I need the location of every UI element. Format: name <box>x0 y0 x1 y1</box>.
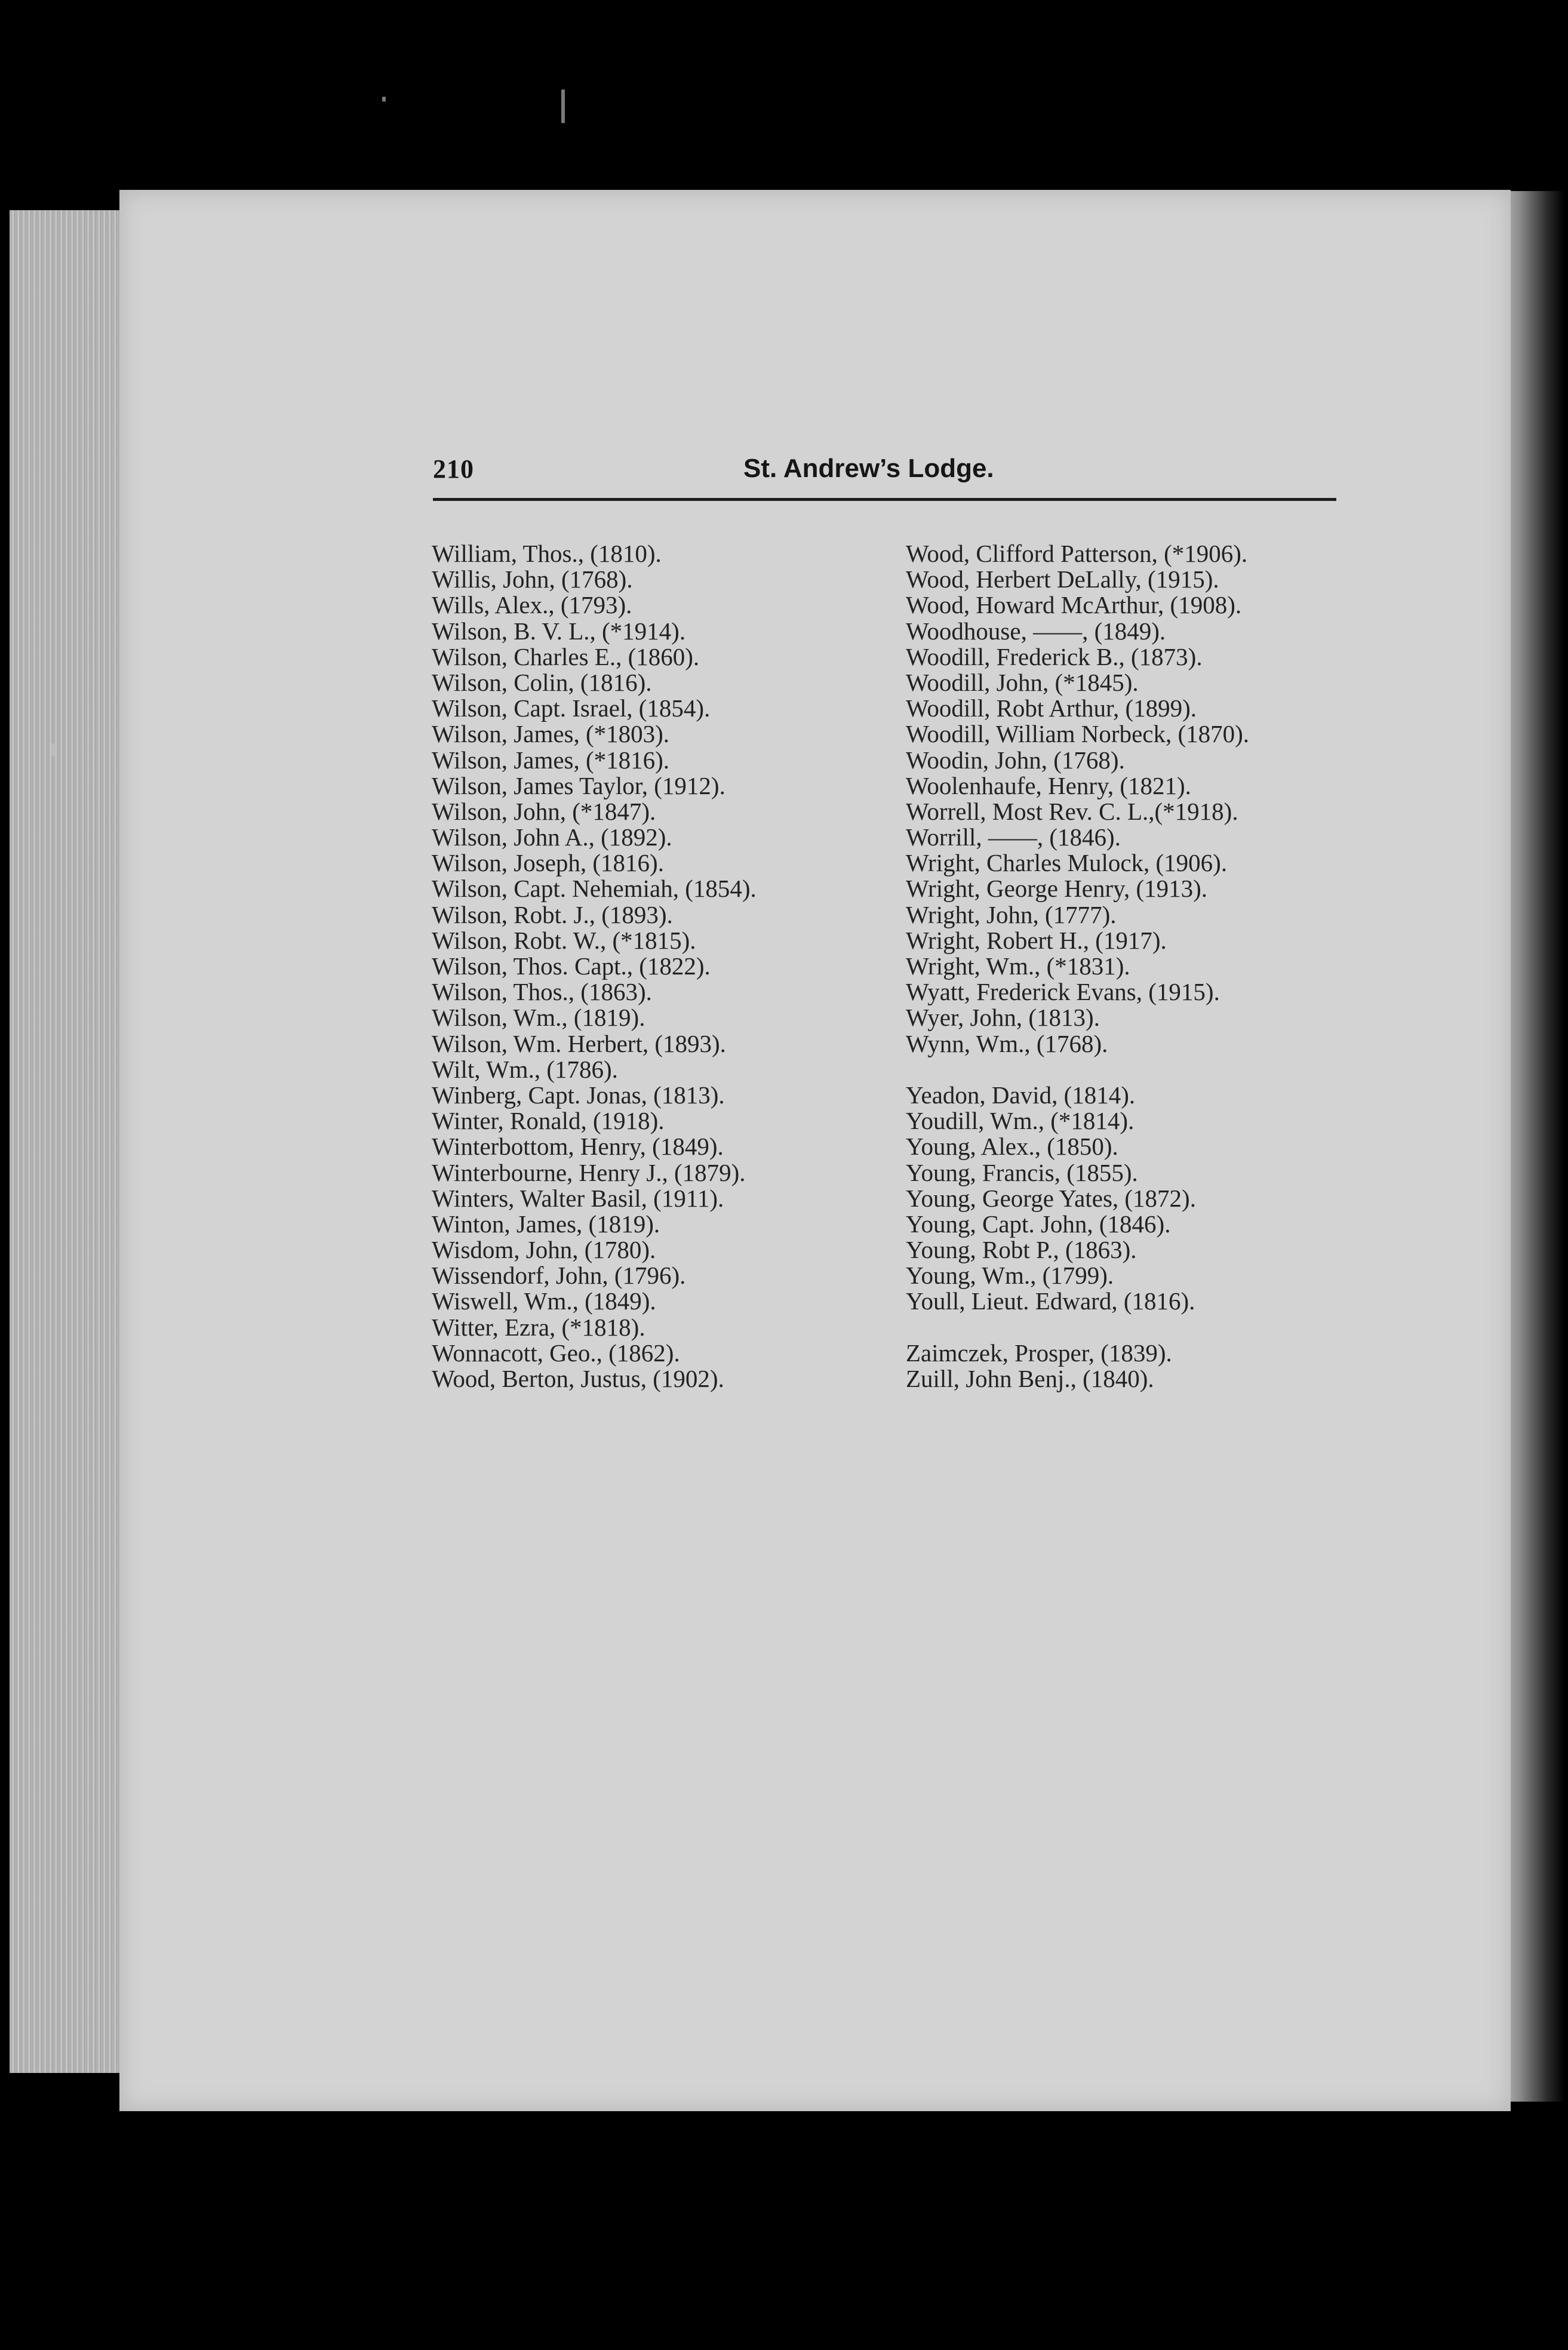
film-speck <box>382 97 386 101</box>
list-item: William, Thos., (1810). <box>432 540 662 567</box>
section-gap <box>906 1315 1249 1340</box>
list-item: Youdill, Wm., (*1814). <box>906 1107 1135 1135</box>
list-item: Wood, Berton, Justus, (1902). <box>432 1365 724 1392</box>
list-item: Wilson, John, (*1847). <box>432 797 656 825</box>
list-item: Wilson, Thos., (1863). <box>432 978 652 1006</box>
list-item: Zuill, John Benj., (1840). <box>906 1365 1154 1392</box>
list-item: Wiswell, Wm., (1849). <box>432 1287 656 1315</box>
list-item: Young, George Yates, (1872). <box>906 1184 1196 1212</box>
list-item: Wilson, John A., (1892). <box>432 823 672 851</box>
list-item: Wilson, Wm. Herbert, (1893). <box>432 1029 726 1057</box>
list-item: Wilson, Wm., (1819). <box>432 1004 645 1032</box>
list-item: Wilson, James, (*1803). <box>432 720 670 748</box>
list-item: Wilt, Wm., (1786). <box>432 1055 618 1083</box>
list-item: Wonnacott, Geo., (1862). <box>432 1339 680 1367</box>
header-rule <box>433 498 1336 501</box>
list-item: Wilson, Robt. W., (*1815). <box>432 926 696 954</box>
list-item: Wyatt, Frederick Evans, (1915). <box>906 978 1220 1006</box>
list-item: Wissendorf, John, (1796). <box>432 1262 686 1290</box>
list-item: Wisdom, John, (1780). <box>432 1236 656 1264</box>
list-item: Wilson, Capt. Israel, (1854). <box>432 694 711 722</box>
list-item: Wood, Howard McArthur, (1908). <box>906 591 1242 619</box>
list-item: Youll, Lieut. Edward, (1816). <box>906 1287 1195 1315</box>
list-item: Wilson, James Taylor, (1912). <box>432 771 725 799</box>
left-column <box>432 541 757 1392</box>
list-item: Young, Capt. John, (1846). <box>906 1210 1171 1238</box>
list-item: Wilson, Robt. J., (1893). <box>432 900 673 928</box>
section-gap <box>906 1057 1249 1082</box>
page-title: St. Andrew’s Lodge. <box>743 454 994 483</box>
list-item: Zaimczek, Prosper, (1839). <box>906 1339 1172 1367</box>
list-item: Willis, John, (1768). <box>432 565 633 593</box>
list-item: Witter, Ezra, (*1818). <box>432 1313 645 1341</box>
list-item: Woodin, John, (1768). <box>906 746 1125 774</box>
list-item: Wright, Wm., (*1831). <box>906 952 1130 980</box>
film-scratch <box>561 90 565 123</box>
list-item: Woodill, Frederick B., (1873). <box>906 642 1203 670</box>
list-item: Wright, Charles Mulock, (1906). <box>906 849 1228 877</box>
list-item: Wilson, Capt. Nehemiah, (1854). <box>432 875 757 903</box>
list-item: Winterbottom, Henry, (1849). <box>432 1133 724 1161</box>
list-item: Wilson, B. V. L., (*1914). <box>432 617 686 645</box>
list-item: Winterbourne, Henry J., (1879). <box>432 1158 746 1186</box>
list-item: Worrill, ——, (1846). <box>906 823 1121 851</box>
list-item: Young, Wm., (1799). <box>906 1262 1114 1290</box>
list-item: Young, Robt P., (1863). <box>906 1236 1137 1264</box>
list-item: Woodill, Robt Arthur, (1899). <box>906 694 1197 722</box>
list-item: Woodill, John, (*1845). <box>906 668 1139 696</box>
right-column <box>906 541 1249 1392</box>
list-item: Wilson, James, (*1816). <box>432 746 670 774</box>
list-item: Young, Alex., (1850). <box>906 1133 1118 1161</box>
list-item: Woolenhaufe, Henry, (1821). <box>906 771 1191 799</box>
list-item: Winton, James, (1819). <box>432 1210 660 1238</box>
list-item: Woodill, William Norbeck, (1870). <box>906 720 1250 748</box>
list-item: Yeadon, David, (1814). <box>906 1081 1136 1109</box>
page-header <box>433 454 1336 502</box>
list-item: Winters, Walter Basil, (1911). <box>432 1184 724 1212</box>
list-item: Wilson, Thos. Capt., (1822). <box>432 952 711 980</box>
list-item: Wills, Alex., (1793). <box>432 591 632 619</box>
page-number: 210 <box>433 454 474 484</box>
list-item: Woodhouse, ——, (1849). <box>906 617 1166 645</box>
list-item: Wilson, Colin, (1816). <box>432 668 652 696</box>
list-item: Wilson, Joseph, (1816). <box>432 849 664 877</box>
list-item: Wood, Clifford Patterson, (*1906). <box>906 540 1248 567</box>
list-item: Wright, John, (1777). <box>906 900 1117 928</box>
list-item: Wynn, Wm., (1768). <box>906 1029 1108 1057</box>
list-item: Wilson, Charles E., (1860). <box>432 642 700 670</box>
list-item: Wright, Robert H., (1917). <box>906 926 1167 954</box>
list-item: Winter, Ronald, (1918). <box>432 1107 665 1135</box>
list-item: Wyer, John, (1813). <box>906 1004 1100 1032</box>
list-item: Winberg, Capt. Jonas, (1813). <box>432 1081 725 1109</box>
list-item: Worrell, Most Rev. C. L.,(*1918). <box>906 797 1238 825</box>
list-item: Wood, Herbert DeLally, (1915). <box>906 565 1219 593</box>
list-item: Wright, George Henry, (1913). <box>906 875 1208 903</box>
list-item: Young, Francis, (1855). <box>906 1158 1138 1186</box>
